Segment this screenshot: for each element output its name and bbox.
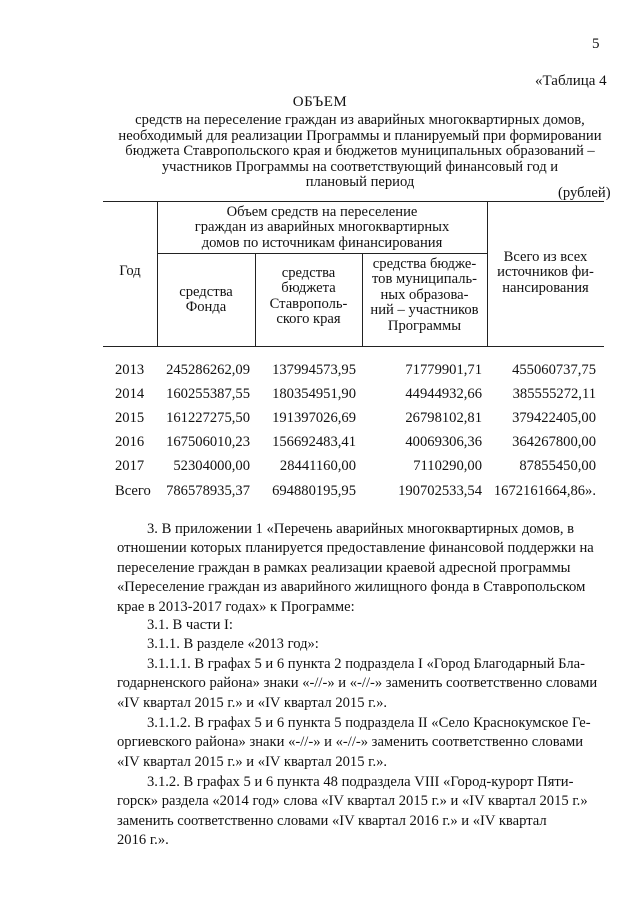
header-fund: средства Фонда (179, 284, 233, 316)
paragraph-3-1: 3.1. В части I: (147, 617, 233, 633)
document-title: ОБЪЕМ (292, 94, 348, 110)
document-subtitle (110, 113, 610, 191)
table-row: 2016 167506010,23 156692483,41 40069306,36 364267800,00 (115, 434, 596, 450)
subtitle-line: необходимый для реализации Программы и планируемый при формировании (118, 127, 602, 144)
subtitle-line: бюджета Ставропольского края и бюджетов муниципальных образований – (125, 143, 595, 160)
page-number: 5 (592, 36, 600, 52)
paragraph-3-1-1-1: 3.1.1.1. В графах 5 и 6 пункта 2 подраздела I «Город Благодарный Бла- годарненского района» знаки «-//-» и «-//-» заменить соответственно словами «IV квартал 2015 г.» и «IV квартал 2015 г.». (117, 656, 598, 711)
header-year: Год (119, 263, 141, 279)
header-group: Объем средств на переселение граждан из аварийных многоквартирных домов по источникам финансирования (194, 204, 450, 251)
header-kray: средства бюджета Ставрополь- ского края (269, 265, 348, 328)
subtitle-line: плановый период (305, 174, 415, 191)
header-municipal: средства бюдже- тов муниципаль- ных образова- ний – участников Программы (370, 256, 479, 334)
paragraph-3-1-1: 3.1.1. В разделе «2013 год»: (147, 636, 319, 652)
units-label: (рублей) (558, 185, 611, 201)
table-reference: «Таблица 4 (535, 73, 607, 89)
subtitle-line: средств на переселение граждан из аварийных многоквартирных домов, (135, 112, 585, 128)
table-border-mid (157, 253, 487, 254)
table-border-bottom (103, 346, 604, 347)
table-row-total: Всего 786578935,37 694880195,95 190702533,54 1672161664,86». (115, 483, 596, 499)
table-border-top (103, 201, 604, 202)
paragraph-3-1-1-2: 3.1.1.2. В графах 5 и 6 пункта 5 подраздела II «Село Краснокумское Ге- оргиевского района» знаки «-//-» и «-//-» заменить соответственно словами «IV квартал 2015 г.» и «IV квартал 2015 г.». (117, 715, 591, 770)
table-row: 2014 160255387,55 180354951,90 44944932,66 385555272,11 (115, 386, 596, 402)
subtitle-line: участников Программы на соответствующий финансовый год и (161, 158, 559, 175)
table-row: 2013 245286262,09 137994573,95 71779901,71 455060737,75 (115, 362, 596, 378)
header-total: Всего из всех источников фи- нансирования (497, 249, 594, 296)
table-row: 2015 161227275,50 191397026,69 26798102,81 379422405,00 (115, 410, 596, 426)
table-row: 2017 52304000,00 28441160,00 7110290,00 87855450,00 (115, 458, 596, 474)
paragraph-3-1-2: 3.1.2. В графах 5 и 6 пункта 48 подраздела VIII «Город-курорт Пяти- горск» раздела «2014 год» слова «IV квартал 2015 г.» и «IV квартал 2015 г.» заменить соответственно словами «IV квартал 2016 г.» и «IV квартал 2016 г.». (117, 774, 588, 849)
paragraph-3: 3. В приложении 1 «Перечень аварийных многоквартирных домов, в отношении которых планируется предоставление финансовой поддержки на переселение граждан в рамках реализации краевой адресной программы «Переселение граждан из аварийного жилищного фонда в Ставропольском крае в 2013-2017 годах» к Программе: (117, 521, 594, 615)
